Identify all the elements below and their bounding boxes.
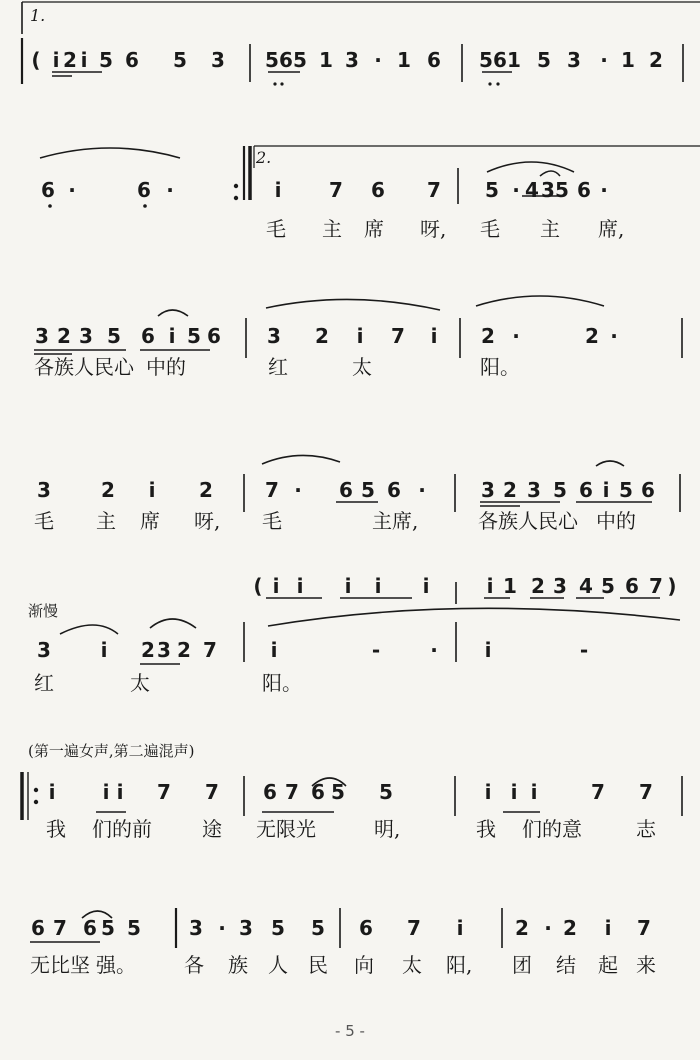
note: 2 bbox=[101, 478, 115, 502]
note: 3 bbox=[567, 48, 581, 72]
note: 5 bbox=[601, 574, 615, 598]
note: i bbox=[486, 574, 494, 598]
note: 6 bbox=[279, 48, 293, 72]
note: 6 bbox=[207, 324, 221, 348]
note: i bbox=[456, 916, 464, 940]
lyric: 中的 bbox=[146, 355, 186, 379]
note: i bbox=[484, 780, 492, 804]
note: 6 bbox=[641, 478, 655, 502]
volta-2-label: 2. bbox=[256, 148, 272, 167]
note: i bbox=[344, 574, 352, 598]
note: i bbox=[168, 324, 176, 348]
note: 3 bbox=[267, 324, 281, 348]
lyric: 我 bbox=[476, 817, 496, 841]
note: 5 bbox=[485, 178, 499, 202]
note: 7 bbox=[157, 780, 171, 804]
note: ( bbox=[253, 574, 263, 598]
lyric: 红 bbox=[268, 355, 288, 379]
note: 5 bbox=[265, 48, 279, 72]
note: 4 bbox=[525, 178, 539, 202]
lyric: 毛 bbox=[34, 509, 54, 533]
lyric: 太 bbox=[402, 953, 422, 977]
note: · bbox=[600, 178, 608, 202]
note: 2 bbox=[57, 324, 71, 348]
note: 6 bbox=[141, 324, 155, 348]
note: 5 bbox=[187, 324, 201, 348]
note: 6 bbox=[625, 574, 639, 598]
note: 2 bbox=[531, 574, 545, 598]
note: 5 bbox=[379, 780, 393, 804]
note: 5 bbox=[555, 178, 569, 202]
note: 5 bbox=[107, 324, 121, 348]
lyric: 席 bbox=[364, 217, 384, 241]
note: 2 bbox=[63, 48, 77, 72]
note: i bbox=[80, 48, 88, 72]
note: 7 bbox=[285, 780, 299, 804]
lyric: 毛 bbox=[266, 217, 286, 241]
note: 3 bbox=[541, 178, 555, 202]
note: 6 bbox=[359, 916, 373, 940]
note: 7 bbox=[205, 780, 219, 804]
lyric: 途 bbox=[202, 817, 222, 841]
note: i bbox=[52, 48, 60, 72]
note: 1 bbox=[621, 48, 635, 72]
note: 2 bbox=[177, 638, 191, 662]
note: 2 bbox=[141, 638, 155, 662]
note: 5 bbox=[101, 916, 115, 940]
lyric: 民 bbox=[308, 953, 328, 977]
note: 3 bbox=[35, 324, 49, 348]
lyric: 各族人民心 bbox=[34, 355, 134, 379]
note: ( bbox=[31, 48, 41, 72]
note: 5 bbox=[173, 48, 187, 72]
note: 3 bbox=[37, 638, 51, 662]
note: 6 bbox=[427, 48, 441, 72]
lyric: 主 bbox=[540, 217, 560, 241]
note: 2 bbox=[585, 324, 599, 348]
lyric: 阳, bbox=[446, 953, 473, 977]
note: 5 bbox=[99, 48, 113, 72]
lyric: 主 bbox=[96, 509, 116, 533]
note: i bbox=[422, 574, 430, 598]
note: 6 bbox=[41, 178, 55, 202]
note: 7 bbox=[637, 916, 651, 940]
lyric: 起 bbox=[598, 953, 618, 977]
lyric: 无限光 bbox=[256, 817, 316, 841]
note: 7 bbox=[427, 178, 441, 202]
note: 3 bbox=[79, 324, 93, 348]
note: · bbox=[166, 178, 174, 202]
note: 4 bbox=[579, 574, 593, 598]
note: 5 bbox=[271, 916, 285, 940]
note: 3 bbox=[157, 638, 171, 662]
note: 3 bbox=[37, 478, 51, 502]
note: 3 bbox=[553, 574, 567, 598]
note: i bbox=[296, 574, 304, 598]
lyric: 毛 bbox=[262, 509, 282, 533]
lyric: 人 bbox=[268, 953, 288, 977]
lyric: 席, bbox=[598, 217, 625, 241]
lyric: 各 bbox=[184, 953, 204, 977]
note: ) bbox=[667, 574, 677, 598]
note: 7 bbox=[265, 478, 279, 502]
note: 6 bbox=[577, 178, 591, 202]
lyric: 太 bbox=[352, 355, 372, 379]
note: 2 bbox=[315, 324, 329, 348]
lyric: 来 bbox=[636, 953, 656, 977]
note: 6 bbox=[339, 478, 353, 502]
note: i bbox=[148, 478, 156, 502]
lyric: 阳。 bbox=[480, 355, 520, 379]
note: i bbox=[356, 324, 364, 348]
lyric: 团 bbox=[512, 953, 532, 977]
note: i bbox=[116, 780, 124, 804]
note: 6 bbox=[493, 48, 507, 72]
note: 3 bbox=[211, 48, 225, 72]
lyric: 席 bbox=[140, 509, 160, 533]
note: i bbox=[484, 638, 492, 662]
lyric: 各族人民心 bbox=[478, 509, 578, 533]
note: 2 bbox=[199, 478, 213, 502]
note: 6 bbox=[263, 780, 277, 804]
note: 3 bbox=[345, 48, 359, 72]
note: 1 bbox=[319, 48, 333, 72]
lyric: 无比坚 bbox=[30, 953, 90, 977]
note: 7 bbox=[591, 780, 605, 804]
note: 5 bbox=[479, 48, 493, 72]
note: 5 bbox=[331, 780, 345, 804]
lyric: 主席, bbox=[372, 509, 419, 533]
note: 5 bbox=[127, 916, 141, 940]
note: 6 bbox=[311, 780, 325, 804]
note: i bbox=[272, 574, 280, 598]
volta-1-label: 1. bbox=[30, 6, 46, 25]
note: 2 bbox=[563, 916, 577, 940]
note: · bbox=[68, 178, 76, 202]
note: 5 bbox=[361, 478, 375, 502]
note: · bbox=[512, 324, 520, 348]
lyric: 我 bbox=[46, 817, 66, 841]
note: 7 bbox=[203, 638, 217, 662]
note: 5 bbox=[293, 48, 307, 72]
lyric: 太 bbox=[130, 671, 150, 695]
note: 2 bbox=[515, 916, 529, 940]
page-number: - 5 - bbox=[335, 1022, 365, 1040]
note: 5 bbox=[311, 916, 325, 940]
note: · bbox=[294, 478, 302, 502]
note: i bbox=[604, 916, 612, 940]
note: i bbox=[270, 638, 278, 662]
lyric: 强。 bbox=[96, 953, 136, 977]
lyric: 红 bbox=[34, 671, 54, 695]
note: i bbox=[48, 780, 56, 804]
note: 7 bbox=[639, 780, 653, 804]
note: · bbox=[430, 638, 438, 662]
note: 6 bbox=[371, 178, 385, 202]
note: 6 bbox=[579, 478, 593, 502]
note: · bbox=[610, 324, 618, 348]
note: · bbox=[218, 916, 226, 940]
note: 5 bbox=[619, 478, 633, 502]
note: 2 bbox=[481, 324, 495, 348]
note: i bbox=[530, 780, 538, 804]
note: 2 bbox=[503, 478, 517, 502]
note: 3 bbox=[239, 916, 253, 940]
note: 1 bbox=[503, 574, 517, 598]
note: · bbox=[600, 48, 608, 72]
lyric: 主 bbox=[322, 217, 342, 241]
lyric: 志 bbox=[636, 817, 656, 841]
lyric: 中的 bbox=[596, 509, 636, 533]
note: 6 bbox=[387, 478, 401, 502]
note: 3 bbox=[189, 916, 203, 940]
lyric: 呀, bbox=[420, 217, 447, 241]
note: 5 bbox=[537, 48, 551, 72]
note: 1 bbox=[397, 48, 411, 72]
note: · bbox=[418, 478, 426, 502]
note: i bbox=[102, 780, 110, 804]
note: · bbox=[512, 178, 520, 202]
note: 7 bbox=[329, 178, 343, 202]
note: 7 bbox=[53, 916, 67, 940]
note: 7 bbox=[407, 916, 421, 940]
note: 2 bbox=[649, 48, 663, 72]
note: 6 bbox=[125, 48, 139, 72]
tempo-mark: 渐慢 bbox=[28, 602, 59, 620]
note: 5 bbox=[553, 478, 567, 502]
performance-instruction: (第一遍女声,第二遍混声) bbox=[28, 742, 195, 760]
note: i bbox=[100, 638, 108, 662]
note: i bbox=[602, 478, 610, 502]
note: · bbox=[374, 48, 382, 72]
lyric: 们的意 bbox=[522, 817, 582, 841]
note: - bbox=[579, 638, 589, 662]
lyric: 们的前 bbox=[92, 817, 152, 841]
note: - bbox=[371, 638, 381, 662]
note: 3 bbox=[527, 478, 541, 502]
note: i bbox=[274, 178, 282, 202]
note: i bbox=[430, 324, 438, 348]
lyric: 呀, bbox=[194, 509, 221, 533]
note: i bbox=[374, 574, 382, 598]
note: i bbox=[510, 780, 518, 804]
lyric: 向 bbox=[354, 953, 374, 977]
note: 6 bbox=[31, 916, 45, 940]
lyric: 结 bbox=[556, 953, 576, 977]
note: 1 bbox=[507, 48, 521, 72]
note: 6 bbox=[137, 178, 151, 202]
note: 3 bbox=[481, 478, 495, 502]
note: · bbox=[544, 916, 552, 940]
note: 7 bbox=[391, 324, 405, 348]
note: 7 bbox=[649, 574, 663, 598]
lyric: 明, bbox=[374, 817, 401, 841]
lyric: 毛 bbox=[480, 217, 500, 241]
lyric: 族 bbox=[228, 953, 248, 977]
lyric: 阳。 bbox=[262, 671, 302, 695]
note: 6 bbox=[83, 916, 97, 940]
